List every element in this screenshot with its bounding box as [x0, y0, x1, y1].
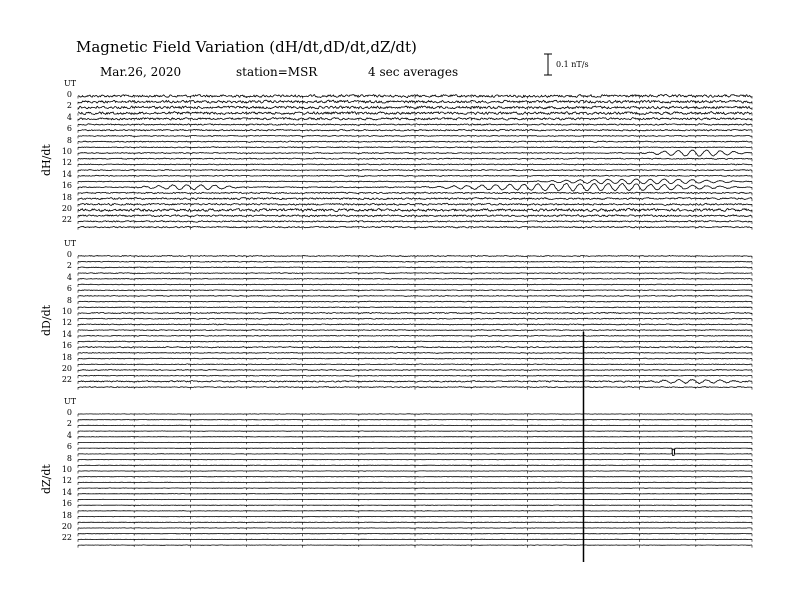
ut-label: UT [64, 397, 77, 406]
hour-trace [78, 312, 752, 313]
hour-tick-label: 18 [61, 510, 72, 520]
hour-trace [78, 347, 752, 348]
hour-tick-label: 8 [66, 295, 72, 305]
hour-tick-label: 4 [66, 430, 72, 440]
hour-tick-label: 22 [61, 215, 72, 225]
hour-tick-label: 6 [66, 124, 72, 134]
hour-tick-label: 12 [61, 476, 72, 486]
hour-trace [78, 158, 752, 159]
hour-trace [78, 147, 752, 148]
minute-ticks [78, 153, 752, 156]
hour-tick-label: 4 [66, 272, 72, 282]
hour-tick-label: 16 [61, 341, 72, 351]
minute-ticks [78, 290, 752, 293]
hour-trace [78, 330, 752, 331]
station-label: station=MSR [236, 65, 318, 79]
ut-label: UT [64, 79, 77, 88]
panel-ylabel: dD/dt [40, 304, 53, 336]
hour-trace [78, 318, 752, 319]
hour-trace [78, 364, 752, 365]
hour-trace [78, 375, 752, 376]
hour-trace [78, 261, 752, 262]
hour-trace [78, 267, 752, 268]
hour-tick-label: 18 [61, 352, 72, 362]
hour-trace [78, 307, 752, 308]
hour-tick-label: 2 [66, 419, 72, 429]
hour-tick-label: 14 [61, 487, 72, 497]
hour-tick-label: 20 [61, 204, 72, 213]
hour-tick-label: 0 [66, 90, 72, 99]
hour-tick-label: 2 [66, 261, 72, 271]
minute-ticks [78, 285, 752, 288]
scale-bar [544, 54, 552, 75]
panel-ylabel: dH/dt [40, 144, 53, 176]
hour-tick-label: 20 [61, 522, 72, 531]
hour-trace [78, 301, 752, 302]
hour-trace [78, 183, 752, 191]
hour-tick-label: 18 [61, 192, 72, 202]
hour-tick-label: 14 [61, 329, 72, 339]
hour-tick-label: 16 [61, 499, 72, 509]
hour-tick-label: 10 [61, 307, 72, 316]
date-label: Mar.26, 2020 [100, 65, 182, 79]
hour-tick-label: 6 [66, 442, 72, 452]
hour-tick-label: 10 [61, 147, 72, 156]
hour-tick-label: 14 [61, 169, 72, 179]
hour-trace [78, 164, 752, 165]
hour-trace [78, 175, 752, 176]
hour-trace [78, 284, 752, 285]
hour-trace [78, 370, 752, 371]
hour-trace [78, 100, 752, 103]
page-title: Magnetic Field Variation (dH/dt,dD/dt,dZ/dt) [76, 38, 417, 56]
hour-tick-label: 12 [61, 318, 72, 328]
ut-label: UT [64, 239, 77, 248]
hour-tick-label: 8 [66, 135, 72, 145]
hour-tick-label: 6 [66, 284, 72, 294]
hour-trace [78, 256, 752, 257]
hour-tick-label: 12 [61, 158, 72, 168]
scale-bar-label: 0.1 nT/s [556, 60, 589, 69]
hour-trace [78, 170, 752, 171]
hour-tick-label: 16 [61, 181, 72, 191]
hour-trace [78, 141, 752, 142]
hour-trace [78, 279, 752, 280]
minute-ticks [78, 500, 752, 503]
minute-ticks [78, 113, 752, 116]
hour-tick-label: 4 [66, 112, 72, 122]
hour-tick-label: 0 [66, 250, 72, 259]
hour-trace [78, 358, 752, 359]
hour-tick-label: 10 [61, 465, 72, 474]
hour-tick-label: 22 [61, 375, 72, 385]
hour-trace [78, 296, 752, 297]
averaging-label: 4 sec averages [368, 65, 459, 79]
hour-tick-label: 0 [66, 408, 72, 417]
hour-tick-label: 22 [61, 533, 72, 543]
panel-ylabel: dZ/dt [40, 464, 53, 494]
hour-tick-label: 20 [61, 364, 72, 373]
hour-tick-label: 8 [66, 453, 72, 463]
hour-tick-label: 2 [66, 101, 72, 111]
minute-ticks [78, 125, 752, 128]
minute-ticks [78, 96, 752, 99]
hour-trace [78, 226, 752, 228]
